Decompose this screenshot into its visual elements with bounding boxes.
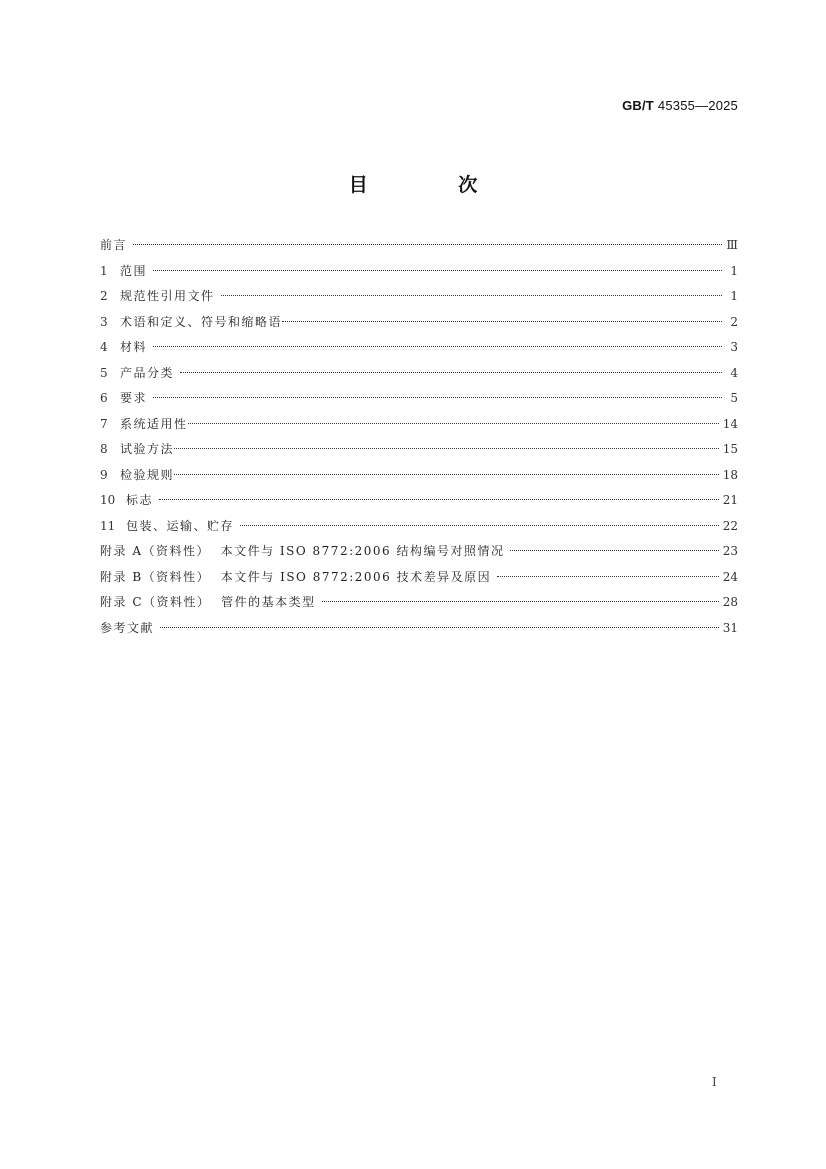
dot-leader — [221, 295, 722, 296]
toc-entry-label: 附录 A（资料性） 本文件与 ISO 8772:2006 结构编号对照情况 — [100, 544, 505, 558]
toc-entry-annex-a[interactable] — [100, 542, 738, 568]
toc-entry-label: 标志 — [126, 493, 154, 507]
toc-entry-label: 材料 — [120, 340, 148, 354]
toc-entry-page: 4 — [730, 365, 738, 380]
toc-entry-number: 7 — [100, 416, 108, 431]
toc-entry-label: 产品分类 — [120, 365, 175, 380]
toc-entry-page: 3 — [730, 340, 738, 354]
dot-leader — [174, 448, 719, 449]
dot-leader — [497, 576, 719, 577]
toc-entry-page: 1 — [730, 289, 738, 303]
toc-entry-number: 10 — [100, 493, 116, 507]
toc-entry-marking[interactable] — [100, 491, 738, 517]
toc-title: 目 次 — [348, 174, 520, 196]
dot-leader — [240, 525, 719, 526]
toc-entry-label: 规范性引用文件 — [120, 289, 215, 303]
toc-entry-annex-c[interactable] — [100, 593, 738, 619]
standard-number: 45355—2025 — [657, 98, 738, 113]
toc-entry-label: 范围 — [120, 263, 148, 278]
toc-entry-number: 3 — [100, 314, 108, 329]
page-number: I — [712, 1075, 717, 1089]
toc-entry-label: 术语和定义、符号和缩略语 — [120, 314, 283, 329]
toc-entry-scope[interactable] — [100, 262, 738, 288]
dot-leader — [160, 627, 719, 628]
toc-entry-number: 8 — [100, 442, 108, 456]
dot-leader — [180, 372, 722, 373]
toc-entry-annex-b[interactable] — [100, 568, 738, 594]
standard-code — [622, 98, 738, 113]
toc-entry-label: 检验规则 — [120, 467, 175, 482]
dot-leader — [159, 499, 719, 500]
toc-entry-foreword[interactable] — [100, 236, 738, 262]
dot-leader — [133, 244, 722, 245]
toc-entry-page: 15 — [722, 442, 738, 456]
toc-entry-classification[interactable] — [100, 364, 738, 390]
toc-entry-terms-definitions[interactable] — [100, 313, 738, 339]
toc-entry-page: 21 — [722, 493, 738, 507]
toc-entry-number: 2 — [100, 289, 108, 303]
toc-entry-label: 系统适用性 — [120, 416, 188, 431]
dot-leader — [510, 550, 718, 551]
toc-entry-label: 要求 — [120, 391, 148, 405]
toc-entry-number: 9 — [100, 467, 108, 482]
toc-entry-label: 包装、运输、贮存 — [126, 518, 235, 533]
table-of-contents — [100, 236, 738, 644]
toc-entry-packaging-transport-storage[interactable] — [100, 517, 738, 543]
toc-entry-label: 前言 — [100, 238, 128, 252]
dot-leader — [282, 321, 722, 322]
toc-entry-page: 14 — [722, 416, 738, 431]
toc-entry-normative-references[interactable] — [100, 287, 738, 313]
toc-entry-page: 18 — [722, 467, 738, 482]
dot-leader — [188, 423, 719, 424]
dot-leader — [153, 397, 722, 398]
toc-entry-page: 5 — [730, 391, 738, 405]
toc-entry-bibliography[interactable] — [100, 619, 738, 645]
dot-leader — [153, 346, 722, 347]
toc-entry-label: 参考文献 — [100, 620, 155, 635]
toc-entry-materials[interactable] — [100, 338, 738, 364]
toc-entry-number: 11 — [100, 518, 116, 533]
toc-entry-page: 28 — [722, 595, 738, 609]
toc-entry-page: 22 — [722, 518, 738, 533]
toc-entry-system-suitability[interactable] — [100, 415, 738, 441]
dot-leader — [322, 601, 719, 602]
toc-entry-page: 1 — [730, 263, 738, 278]
toc-entry-number: 1 — [100, 263, 108, 278]
toc-entry-page: Ⅲ — [726, 238, 738, 252]
toc-entry-label: 附录 B（资料性） 本文件与 ISO 8772:2006 技术差异及原因 — [100, 569, 492, 584]
toc-entry-test-methods[interactable] — [100, 440, 738, 466]
toc-entry-page: 23 — [722, 544, 738, 558]
toc-entry-requirements[interactable] — [100, 389, 738, 415]
toc-entry-number: 5 — [100, 365, 108, 380]
toc-entry-number: 6 — [100, 391, 108, 405]
toc-entry-page: 2 — [730, 314, 738, 329]
dot-leader — [174, 474, 719, 475]
toc-entry-label: 试验方法 — [120, 442, 175, 456]
toc-entry-label: 附录 C（资料性） 管件的基本类型 — [100, 595, 316, 609]
toc-entry-page: 24 — [722, 569, 738, 584]
toc-entry-inspection-rules[interactable] — [100, 466, 738, 492]
toc-entry-number: 4 — [100, 340, 108, 354]
toc-entry-page: 31 — [722, 620, 738, 635]
standard-prefix: GB/T — [622, 98, 654, 113]
dot-leader — [153, 270, 722, 271]
